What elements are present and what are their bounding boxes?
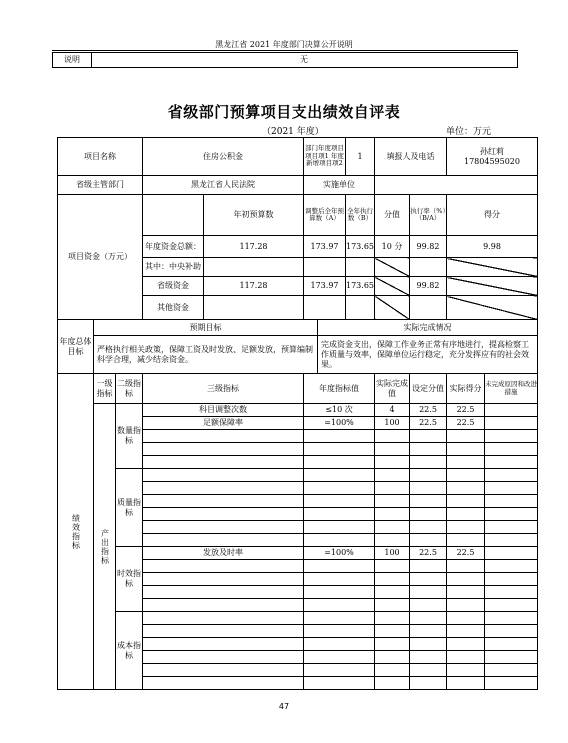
indicator-score: 22.5 [447,547,485,560]
indicator-name: 发放及时率 [143,547,304,560]
indicator-weight: 22.5 [410,404,447,417]
project-name-label: 项目名称 [58,138,143,176]
goals-text-row [58,336,538,374]
supervisor-row [58,176,538,195]
funds-header-rate: 执行率（%）（B/A） [410,195,447,236]
note-label: 说明 [53,53,92,67]
quality-indicators-label: 质量指标 [116,469,143,547]
score-header: 实际得分 [447,374,485,404]
indicator-row-empty [58,469,538,482]
cost-indicators-label: 成本指标 [116,612,143,690]
form-unit: 单位：万元 [446,127,492,137]
funds-row-weight-struck [375,258,410,277]
funds-row-rate [410,296,447,320]
funds-row-weight-struck [375,277,410,296]
funds-row-score: 9.98 [447,236,538,258]
goals-actual-text: 完成资金支出，保障工作业务正常有序地进行，提高检察工作质量与效率，保障单位运行稳定，充分发挥应有的社会效果。 [318,336,538,374]
contact-cell [447,138,538,176]
implementer-value [375,176,538,195]
indicator-actual: 4 [375,404,410,417]
indicator-actual: 100 [375,547,410,560]
funds-row-weight: 10 分 [375,236,410,258]
funds-row-label: 其中：中央补助 [143,258,204,277]
project-info-row [58,138,538,176]
funds-row-adjusted: 173.97 [304,277,346,296]
level2-header: 二级指标 [116,374,143,404]
funds-header-row [58,195,538,236]
funds-row-rate: 99.82 [410,236,447,258]
indicator-reason [485,547,538,560]
indicator-row [58,547,538,560]
funds-header-adjusted: 调整后全年预算数（A） [304,195,346,236]
goals-expected-text: 严格执行相关政策，保障工资及时发放、足额发放，预算编制科学合理，减少结余资金。 [94,336,318,374]
indicator-score: 22.5 [447,404,485,417]
goals-header-row [58,320,538,336]
supervisor-value: 黑龙江省人民法院 [143,176,304,195]
funds-row-initial [204,296,304,320]
indicator-row [58,404,538,417]
funds-row-score-struck [447,258,538,277]
indicator-target: =100% [304,417,375,430]
funds-row-executed: 173.65 [346,236,375,258]
timeliness-indicators-label: 时效指标 [116,547,143,612]
funds-row-weight-struck [375,296,410,320]
weight-header: 设定分值 [410,374,447,404]
contact-name: 孙红莉 [480,146,504,156]
goals-label: 年度总体目标 [58,320,94,374]
funds-row-rate [410,258,447,277]
level1-header: 一级指标 [94,374,116,404]
indicator-actual: 100 [375,417,410,430]
dept-project-label: 部门年度项目项目项1 年度新增项目项2 [304,138,346,176]
indicator-row-empty [58,612,538,625]
quantity-indicators-label: 数量指标 [116,404,143,469]
form-title: 省级部门预算项目支出绩效自评表 [167,103,401,121]
funds-header-blank [143,195,204,236]
supervisor-label: 省级主管部门 [58,176,143,195]
funds-row-adjusted [304,258,346,277]
indicator-score: 22.5 [447,417,485,430]
indicator-target: =100% [304,547,375,560]
funds-header-score: 得分 [447,195,538,236]
level3-header: 三级指标 [143,374,304,404]
indicator-target: ≤10 次 [304,404,375,417]
form-year: （2021 年度） [262,127,324,137]
funds-header-initial: 年初预算数 [204,195,304,236]
performance-table [57,137,538,690]
funds-row-label: 其他资金 [143,296,204,320]
funds-row-score-struck [447,277,538,296]
page-number: 47 [278,702,290,711]
funds-label: 项目资金（万元） [58,195,143,320]
funds-row-executed [346,258,375,277]
implementer-label: 实施单位 [304,176,375,195]
note-value: 无 [300,55,308,64]
indicator-header-row [58,374,538,404]
target-header: 年度指标值 [304,374,375,404]
header-rule [52,50,518,51]
funds-row-label: 省级资金 [143,277,204,296]
output-indicators-label: 产出指标 [94,404,116,690]
funds-row-initial: 117.28 [204,277,304,296]
indicator-name: 科目调整次数 [143,404,304,417]
goals-expected-header: 预期目标 [94,320,318,336]
funds-header-executed: 全年执行数（B） [346,195,375,236]
funds-row-score-struck [447,296,538,320]
actual-header: 实际完成值 [375,374,410,404]
reason-header: 未完成原因和改进措施 [485,374,538,404]
funds-row-label: 年度资金总额： [143,236,204,258]
indicator-reason [485,417,538,430]
indicator-name: 足额保障率 [143,417,304,430]
funds-row-initial [204,258,304,277]
indicator-weight: 22.5 [410,547,447,560]
funds-row-adjusted [304,296,346,320]
funds-row-initial: 117.28 [204,236,304,258]
dept-project-value: 1 [346,138,375,176]
performance-indicators-label: 绩效指标 [58,374,94,690]
note-box [52,52,518,68]
document-header: 黑龙江省 2021 年度部门决算公开说明 [215,40,353,49]
indicator-reason [485,404,538,417]
funds-row-adjusted: 173.97 [304,236,346,258]
funds-header-weight: 分值 [375,195,410,236]
funds-row-rate: 99.82 [410,277,447,296]
indicator-weight: 22.5 [410,417,447,430]
contact-phone: 17804595020 [464,156,520,166]
project-name-value: 住房公积金 [143,138,304,176]
funds-row-executed: 173.65 [346,277,375,296]
goals-actual-header: 实际完成情况 [318,320,538,336]
funds-row-executed [346,296,375,320]
contact-label: 填报人及电话 [375,138,447,176]
